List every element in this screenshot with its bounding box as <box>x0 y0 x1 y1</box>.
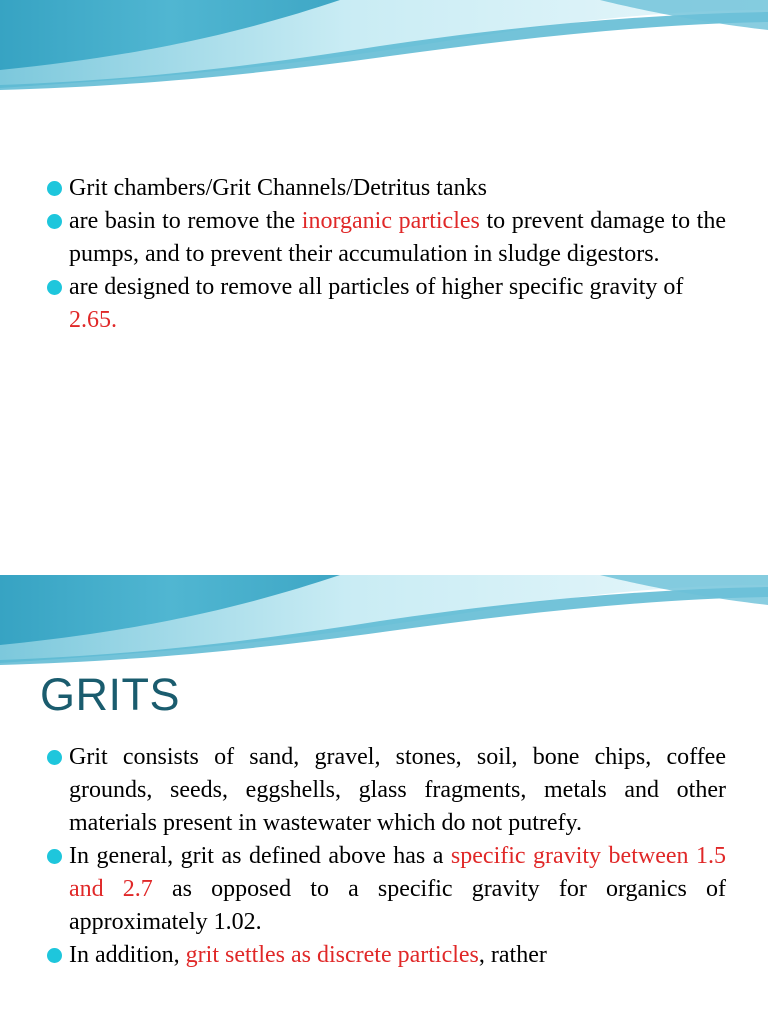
highlighted-text: 2.65. <box>69 307 117 333</box>
bullet-text: , rather <box>478 942 547 968</box>
bullet-text: Grit consists of sand, gravel, stones, soil, bone chips, coffee grounds, seeds, eggshells, glass fragments, metals and other materials present in wastewater which do not putrefy. <box>69 744 726 836</box>
bullet-text: In general, grit as defined above has a <box>69 843 451 869</box>
bullet-item <box>44 172 726 205</box>
bullet-text: In addition, <box>69 942 186 968</box>
slide-title: GRITS <box>40 669 181 720</box>
bullet-dot-icon <box>47 280 62 295</box>
bullet-item <box>44 205 726 271</box>
header-wave-decoration <box>0 0 768 95</box>
highlighted-text: grit settles as discrete particles <box>185 942 479 968</box>
slide-2 <box>0 575 768 1024</box>
bullet-dot-icon <box>47 214 62 229</box>
bullet-text: are basin to remove the <box>69 208 302 234</box>
bullet-text: are designed to remove all particles of higher specific gravity of <box>69 274 684 300</box>
bullet-text: Grit chambers/Grit Channels/Detritus tanks <box>69 175 487 201</box>
slide-gap <box>0 512 768 575</box>
bullet-item <box>44 840 726 939</box>
bullet-dot-icon <box>47 181 62 196</box>
bullet-item <box>44 271 726 337</box>
header-wave-decoration <box>0 575 768 670</box>
highlighted-text: specific gravity between 1.5 and 2.7 <box>69 843 727 902</box>
bullet-item <box>44 939 726 972</box>
slide-2-content <box>44 741 726 972</box>
bullet-text: as opposed to a specific gravity for organics of approximately 1.02. <box>69 876 726 935</box>
bullet-item <box>44 741 726 840</box>
bullet-text: to prevent damage to the pumps, and to prevent their accumulation in sludge digestors. <box>69 208 726 267</box>
highlighted-text: inorganic particles <box>301 208 480 234</box>
bullet-dot-icon <box>47 948 62 963</box>
bullet-dot-icon <box>47 849 62 864</box>
slide-1-content <box>44 172 726 337</box>
bullet-dot-icon <box>47 750 62 765</box>
